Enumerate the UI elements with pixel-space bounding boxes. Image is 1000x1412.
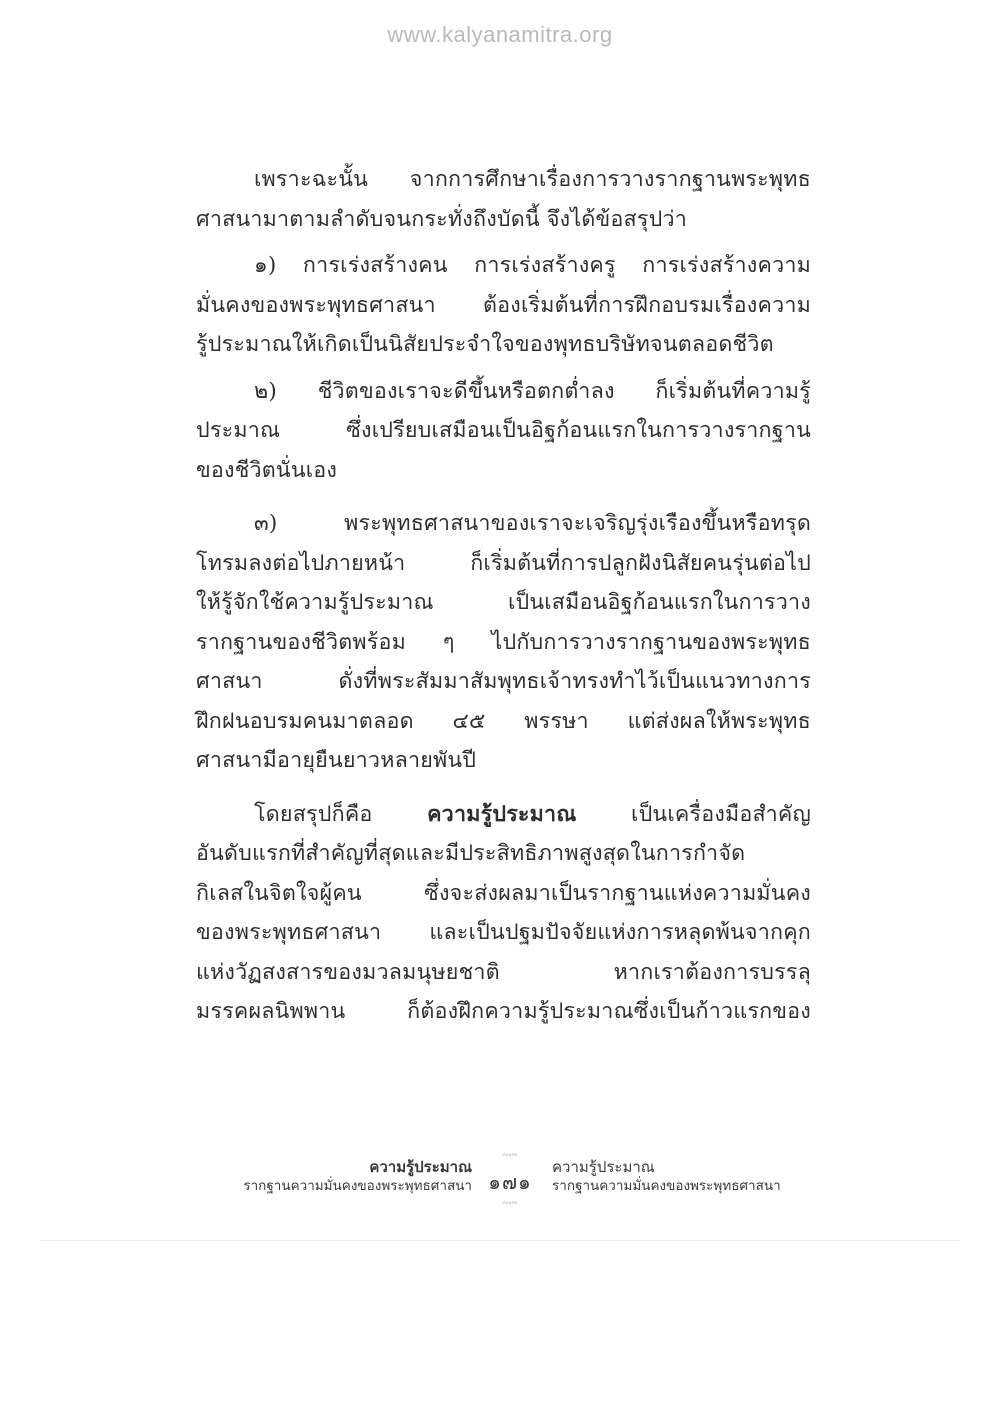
footer-book-subtitle: รากฐานความมั่นคงของพระพุทธศาสนา	[552, 1178, 781, 1193]
text-line: มรรคผลนิพพาน ก็ต้องฝึกความรู้ประมาณซึ่งเป็นก้าวแรกของ	[196, 999, 811, 1024]
text-line: ประมาณ ซึ่งเปรียบเสมือนเป็นอิฐก้อนแรกในการวางรากฐาน	[196, 418, 811, 443]
paragraph-point-2	[196, 372, 811, 491]
text-line: โทรมลงต่อไปภายหน้า ก็เริ่มต้นที่การปลูกฝังนิสัยคนรุ่นต่อไป	[196, 550, 811, 576]
paragraph-point-1	[196, 246, 811, 365]
text-line: เพราะฉะนั้น จากการศึกษาเรื่องการวางรากฐานพระพุทธ	[254, 167, 811, 192]
footer-right-block	[552, 1160, 781, 1195]
text-line: ศาสนามาตามลำดับจนกระทั่งถึงบัดนี้ จึงได้ข้อสรุปว่า	[196, 206, 688, 232]
ornament-top-icon: ~◦~	[502, 1150, 518, 1161]
paragraph-summary	[196, 795, 811, 1032]
page-footer	[0, 1150, 1000, 1220]
footer-book-title: ความรู้ประมาณ	[552, 1160, 655, 1176]
text-line	[196, 795, 811, 835]
text-line: อันดับแรกที่สำคัญที่สุดและมีประสิทธิภาพสูงสุดในการกำจัด	[196, 841, 746, 866]
text-line: ๒) ชีวิตของเราจะดีขึ้นหรือตกต่ำลง ก็เริ่มต้นที่ความรู้	[254, 378, 811, 404]
summary-lead-end: เป็นเครื่องมือสำคัญ	[576, 801, 811, 827]
summary-lead: โดยสรุปก็คือ	[254, 801, 428, 827]
ornament-bottom-icon: ~◦~	[502, 1198, 518, 1209]
footer-left-block	[243, 1160, 472, 1195]
text-line: ศาสนามีอายุยืนยาวหลายพันปี	[196, 748, 477, 773]
footer-book-title: ความรู้ประมาณ	[369, 1160, 472, 1176]
key-term: ความรู้ประมาณ	[427, 801, 577, 827]
text-line: รู้ประมาณให้เกิดเป็นนิสัยประจำใจของพุทธบริษัทจนตลอดชีวิต	[196, 332, 774, 357]
paragraph-point-3	[196, 504, 811, 781]
footer-book-subtitle: รากฐานความมั่นคงของพระพุทธศาสนา	[243, 1178, 472, 1193]
text-line: มั่นคงของพระพุทธศาสนา ต้องเริ่มต้นที่การฝึกอบรมเรื่องความ	[196, 292, 811, 318]
text-line: รากฐานของชีวิตพร้อม ๆ ไปกับการวางรากฐานของพระพุทธ	[196, 629, 811, 655]
watermark-url: www.kalyanamitra.org	[387, 22, 613, 47]
text-line: ๑) การเร่งสร้างคน การเร่งสร้างครู การเร่งสร้างความ	[254, 253, 811, 278]
text-line: ฝึกฝนอบรมคนมาตลอด ๔๕ พรรษา แต่ส่งผลให้พระพุทธ	[196, 708, 811, 734]
page-body	[196, 160, 811, 1032]
text-line: ให้รู้จักใช้ความรู้ประมาณ เป็นเสมือนอิฐก้อนแรกในการวาง	[196, 590, 811, 615]
paragraph-intro	[196, 160, 811, 239]
text-line: ของพระพุทธศาสนา และเป็นปฐมปัจจัยแห่งการหลุดพ้นจากคุก	[196, 920, 811, 945]
text-line: กิเลสในจิตใจผู้คน ซึ่งจะส่งผลมาเป็นรากฐานแห่งความมั่นคง	[196, 880, 811, 906]
text-line: ของชีวิตนั่นเอง	[196, 457, 338, 483]
text-line: แห่งวัฏสงสารของมวลมนุษยชาติ หากเราต้องการบรรลุ	[196, 959, 811, 985]
text-line: ๓) พระพุทธศาสนาของเราจะเจริญรุ่งเรืองขึ้นหรือทรุด	[254, 511, 811, 536]
text-line: ศาสนา ดั่งที่พระสัมมาสัมพุทธเจ้าทรงทำไว้เป็นแนวทางการ	[196, 669, 811, 694]
page-number: ๑๗๑	[488, 1172, 532, 1194]
page-edge-divider	[40, 1240, 960, 1241]
